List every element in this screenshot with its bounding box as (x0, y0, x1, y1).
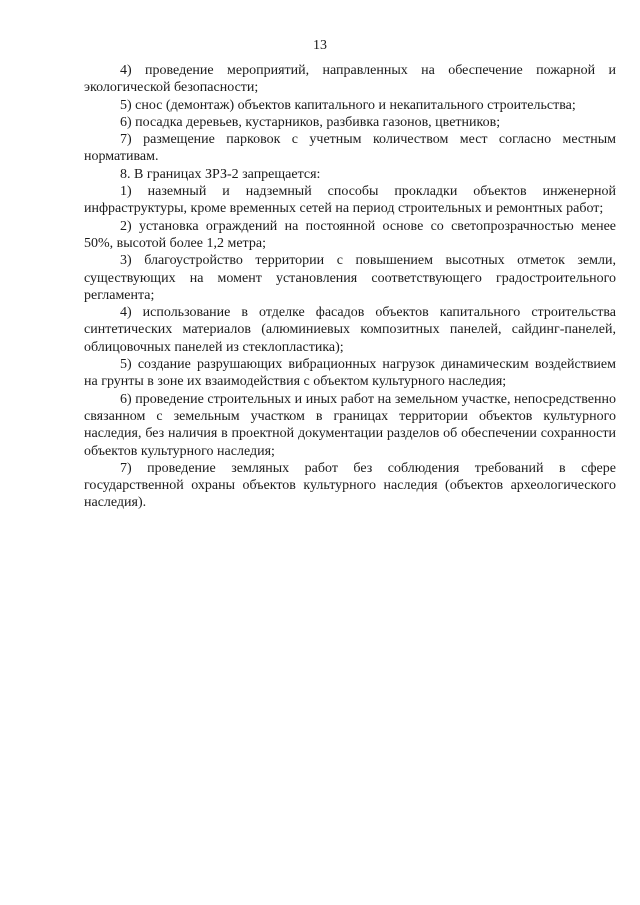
paragraph-prohibition-7-earthworks: 7) проведение земляных работ без соблюдения требований в сфере государственной охраны объектов культурного наследия (объектов археологического наследия). (84, 460, 616, 511)
paragraph-item-6-planting: 6) посадка деревьев, кустарников, разбивка газонов, цветников; (120, 114, 501, 130)
paragraph-prohibition-1-infrastructure: 1) наземный и надземный способы прокладки объектов инженерной инфраструктуры, кроме временных сетей на период строительных и ремонтных работ; (84, 184, 616, 217)
paragraph-prohibition-5-vibration: 5) создание разрушающих вибрационных нагрузок динамическим воздействием на грунты в зоне их взаимодействия с объектом культурного наследия; (84, 357, 616, 390)
paragraph-prohibition-6-construction: 6) проведение строительных и иных работ на земельном участке, непосредственно связанном с земельным участком в границах территории объектов культурного наследия, без наличия в проектной документации разделов об обеспечении сохранности объектов культурного наследия; (84, 391, 616, 459)
paragraph-prohibition-3-landscaping: 3) благоустройство территории с повышением высотных отметок земли, существующих на момент установления соответствующего градостроительного регламента; (84, 253, 616, 303)
page-number: 13 (313, 38, 327, 53)
paragraph-prohibition-4-facade-materials: 4) использование в отделке фасадов объектов капитального строительства синтетических материалов (алюминиевых композитных панелей, сайдинг-панелей, облицовочных панелей из стеклопластика); (84, 305, 616, 355)
paragraph-item-4-fire-safety: 4) проведение мероприятий, направленных на обеспечение пожарной и экологической безопасности; (84, 63, 616, 96)
paragraph-item-5-demolition: 5) снос (демонтаж) объектов капитального и некапитального строительства; (120, 97, 576, 113)
paragraph-prohibition-2-fences: 2) установка ограждений на постоянной основе со светопрозрачностью менее 50%, высотой более 1,2 метра; (84, 218, 616, 251)
section-heading-8-prohibitions: 8. В границах ЗРЗ-2 запрещается: (120, 166, 321, 182)
document-body (84, 62, 616, 512)
paragraph-item-7-parking: 7) размещение парковок с учетным количеством мест согласно местным нормативам. (84, 132, 616, 165)
